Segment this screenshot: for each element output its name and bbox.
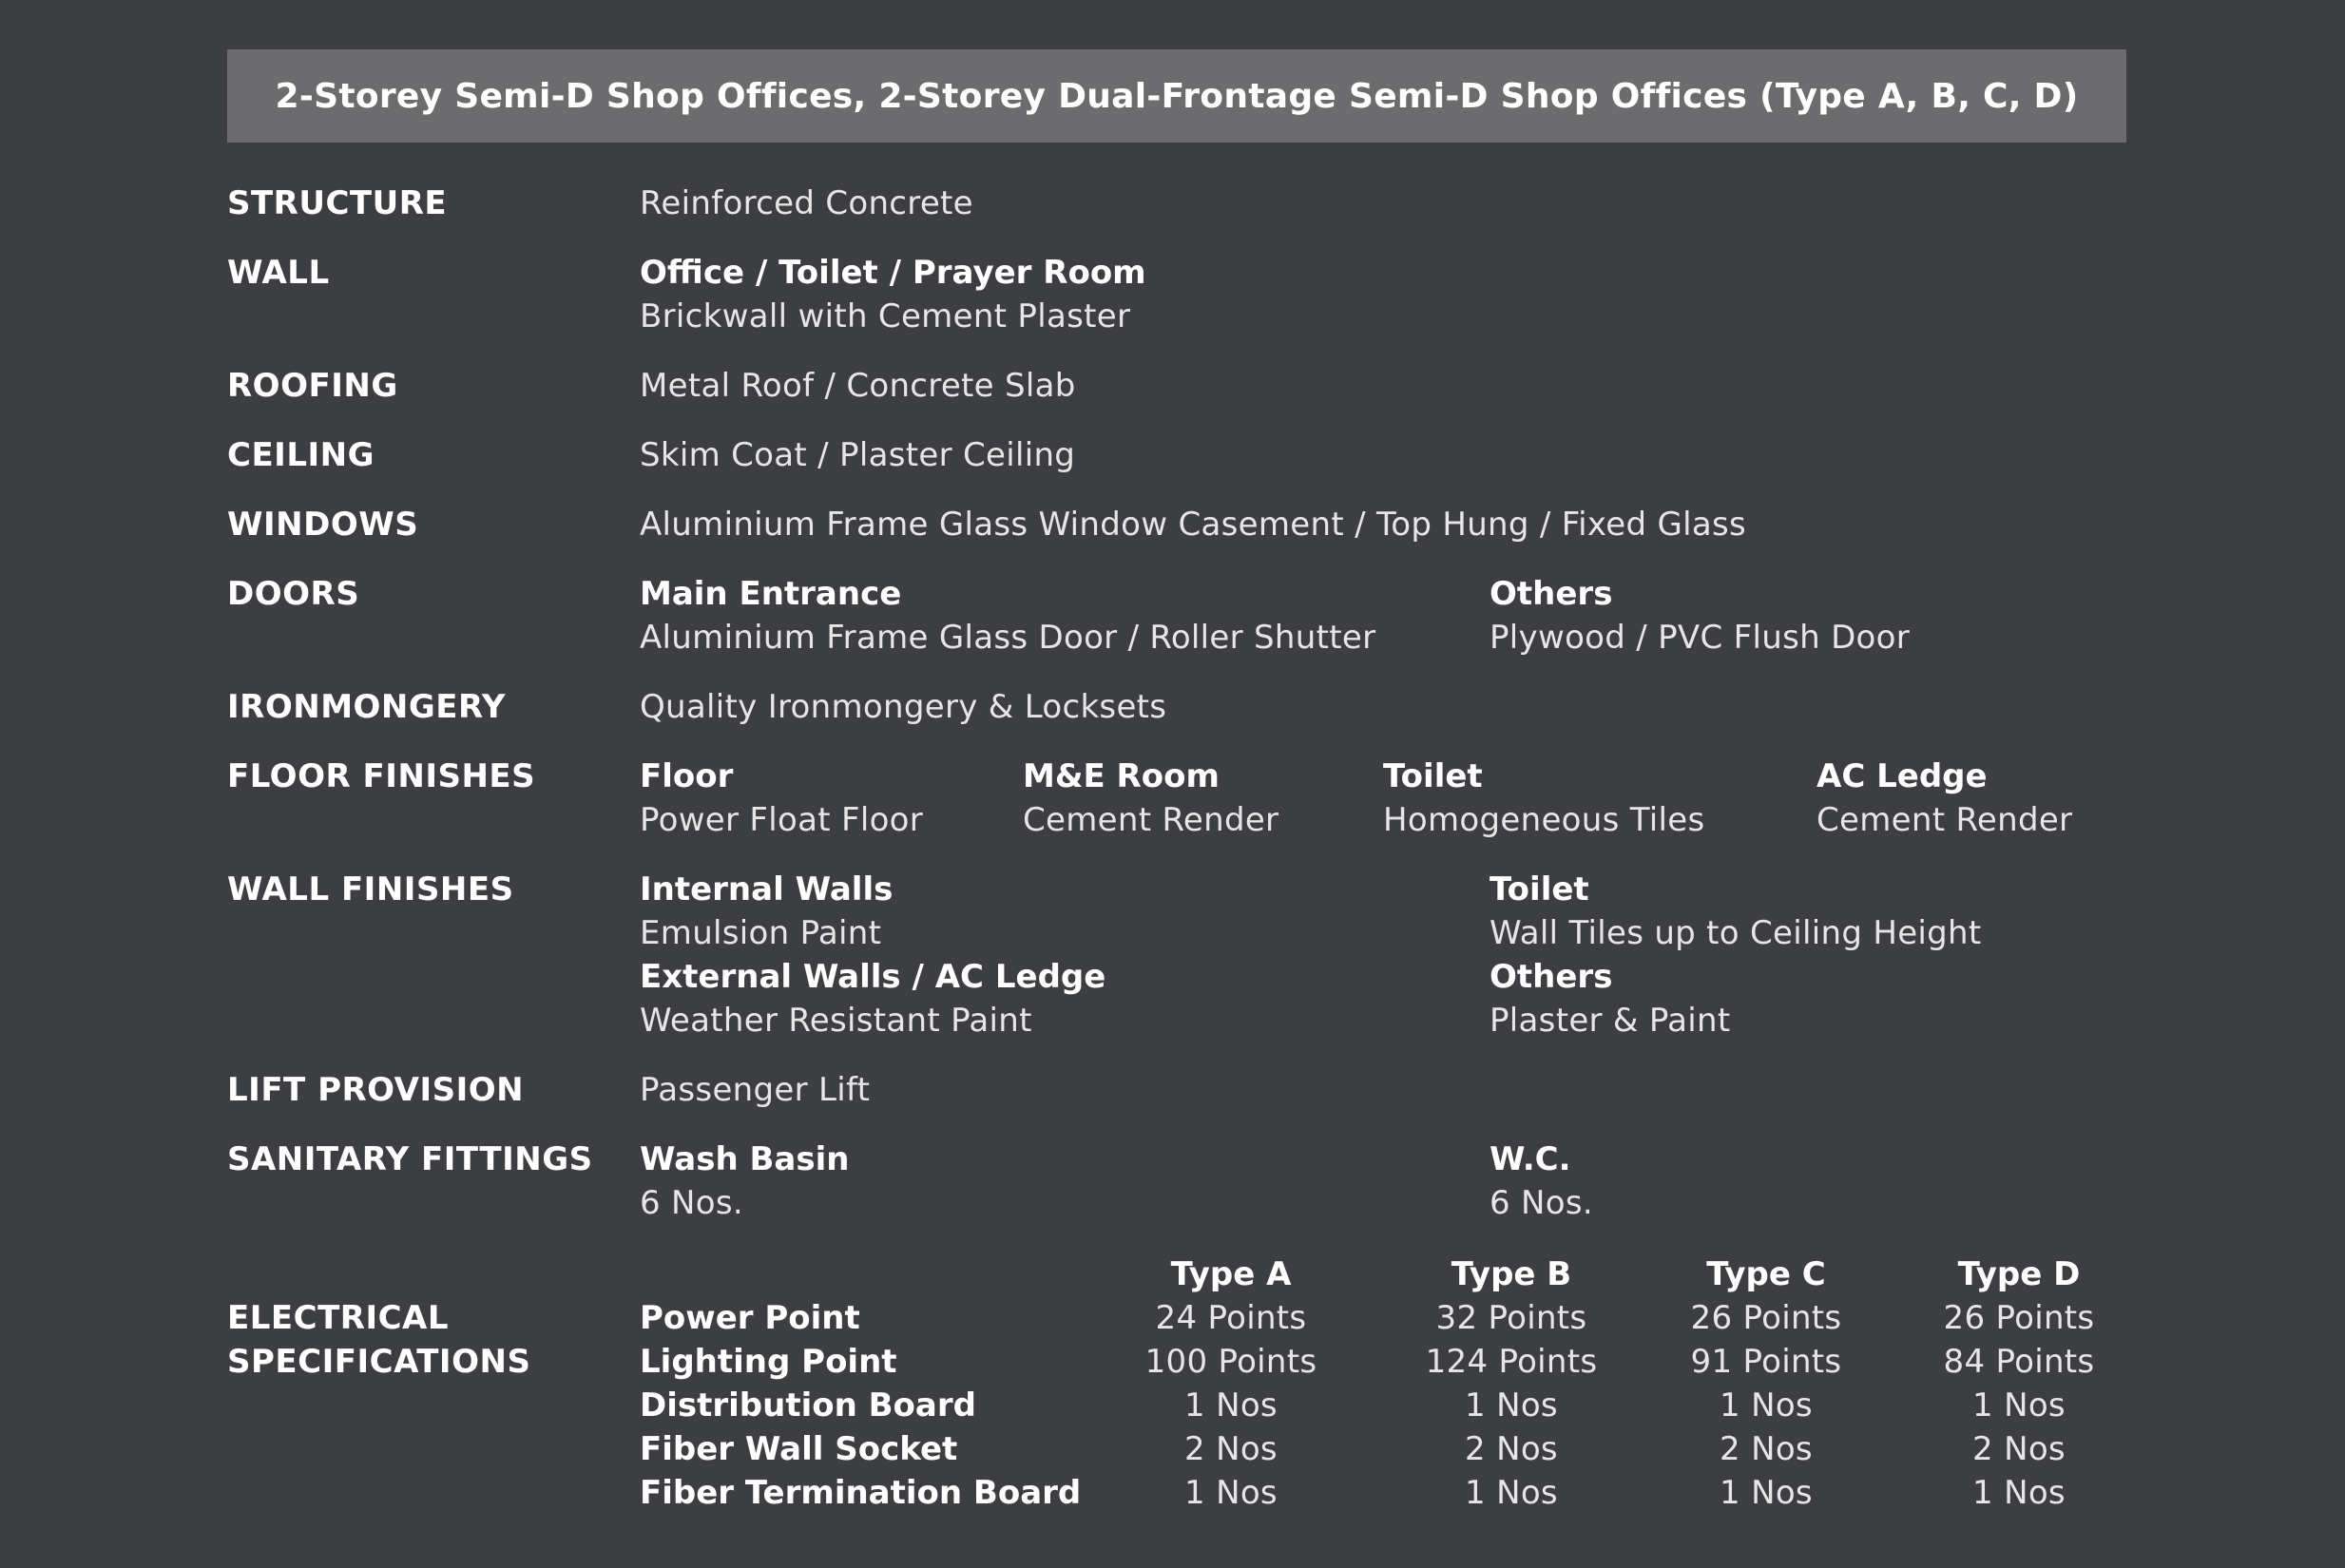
page-title: 2-Storey Semi-D Shop Offices, 2-Storey Dual-Frontage Semi-D Shop Offices (Type A, B, C, D) — [275, 76, 2079, 116]
wall-finishes-label: WALL FINISHES — [227, 870, 514, 908]
table-cell: 1 Nos — [1972, 1386, 2066, 1425]
table-cell: 1 Nos — [1465, 1386, 1558, 1425]
wc-value: 6 Nos. — [1490, 1184, 1593, 1222]
wall-others-value: Plaster & Paint — [1490, 1002, 1731, 1040]
electrical-label-line1: ELECTRICAL — [227, 1299, 450, 1337]
table-cell: 1 Nos — [1184, 1474, 1278, 1512]
table-cell: 100 Points — [1144, 1343, 1317, 1381]
row-name: Fiber Wall Socket — [640, 1430, 958, 1468]
column-header: Type C — [1706, 1255, 1826, 1293]
table-cell: 2 Nos — [1184, 1430, 1278, 1468]
row-name: Lighting Point — [640, 1343, 897, 1381]
row-name: Fiber Termination Board — [640, 1474, 1082, 1512]
table-cell: 1 Nos — [1972, 1474, 2066, 1512]
table-cell: 1 Nos — [1720, 1474, 1813, 1512]
ironmongery-label: IRONMONGERY — [227, 688, 506, 726]
floor-finishes-label: FLOOR FINISHES — [227, 757, 536, 795]
wc-heading: W.C. — [1490, 1140, 1571, 1178]
ironmongery-value: Quality Ironmongery & Locksets — [640, 688, 1167, 726]
table-cell: 2 Nos — [1972, 1430, 2066, 1468]
column-header: Type A — [1170, 1255, 1292, 1293]
table-cell: 26 Points — [1943, 1299, 2095, 1337]
column-header: Type D — [1957, 1255, 2081, 1293]
row-name: Distribution Board — [640, 1386, 976, 1425]
me-room-heading: M&E Room — [1023, 757, 1220, 795]
table-cell: 2 Nos — [1720, 1430, 1813, 1468]
header-banner — [227, 49, 2126, 143]
me-room-value: Cement Render — [1023, 801, 1279, 839]
lift-value: Passenger Lift — [640, 1071, 871, 1109]
floor-toilet-value: Homogeneous Tiles — [1383, 801, 1705, 839]
ac-ledge-heading: AC Ledge — [1816, 757, 1988, 795]
table-cell: 1 Nos — [1465, 1474, 1558, 1512]
wash-basin-value: 6 Nos. — [640, 1184, 743, 1222]
structure-value: Reinforced Concrete — [640, 184, 973, 222]
doors-main-heading: Main Entrance — [640, 575, 902, 613]
doors-label: DOORS — [227, 575, 360, 613]
table-cell: 26 Points — [1690, 1299, 1842, 1337]
doors-main-value: Aluminium Frame Glass Door / Roller Shutter — [640, 619, 1376, 657]
internal-walls-value: Emulsion Paint — [640, 914, 882, 952]
roofing-value: Metal Roof / Concrete Slab — [640, 367, 1076, 405]
floor-toilet-heading: Toilet — [1383, 757, 1483, 795]
row-name: Power Point — [640, 1299, 860, 1337]
wash-basin-heading: Wash Basin — [640, 1140, 850, 1178]
table-cell: 84 Points — [1943, 1343, 2095, 1381]
sanitary-label: SANITARY FITTINGS — [227, 1140, 593, 1178]
table-cell: 1 Nos — [1720, 1386, 1813, 1425]
table-cell: 32 Points — [1435, 1299, 1587, 1337]
ac-ledge-value: Cement Render — [1816, 801, 2073, 839]
ceiling-value: Skim Coat / Plaster Ceiling — [640, 436, 1076, 474]
table-cell: 2 Nos — [1465, 1430, 1558, 1468]
wall-toilet-value: Wall Tiles up to Ceiling Height — [1490, 914, 1982, 952]
ceiling-label: CEILING — [227, 436, 375, 474]
doors-others-heading: Others — [1490, 575, 1613, 613]
external-walls-heading: External Walls / AC Ledge — [640, 958, 1106, 996]
floor-value: Power Float Floor — [640, 801, 924, 839]
table-cell: 91 Points — [1690, 1343, 1842, 1381]
table-cell: 1 Nos — [1184, 1386, 1278, 1425]
wall-others-heading: Others — [1490, 958, 1613, 996]
wall-label: WALL — [227, 254, 330, 292]
wall-toilet-heading: Toilet — [1490, 870, 1589, 908]
roofing-label: ROOFING — [227, 367, 398, 405]
wall-heading: Office / Toilet / Prayer Room — [640, 254, 1146, 292]
structure-label: STRUCTURE — [227, 184, 448, 222]
internal-walls-heading: Internal Walls — [640, 870, 894, 908]
table-cell: 24 Points — [1155, 1299, 1307, 1337]
external-walls-value: Weather Resistant Paint — [640, 1002, 1032, 1040]
electrical-label-line2: SPECIFICATIONS — [227, 1343, 531, 1381]
floor-heading: Floor — [640, 757, 734, 795]
lift-label: LIFT PROVISION — [227, 1071, 525, 1109]
doors-others-value: Plywood / PVC Flush Door — [1490, 619, 1911, 657]
column-header: Type B — [1451, 1255, 1572, 1293]
windows-value: Aluminium Frame Glass Window Casement / Top Hung / Fixed Glass — [640, 506, 1747, 544]
wall-value: Brickwall with Cement Plaster — [640, 297, 1131, 335]
table-cell: 124 Points — [1425, 1343, 1598, 1381]
windows-label: WINDOWS — [227, 506, 419, 544]
